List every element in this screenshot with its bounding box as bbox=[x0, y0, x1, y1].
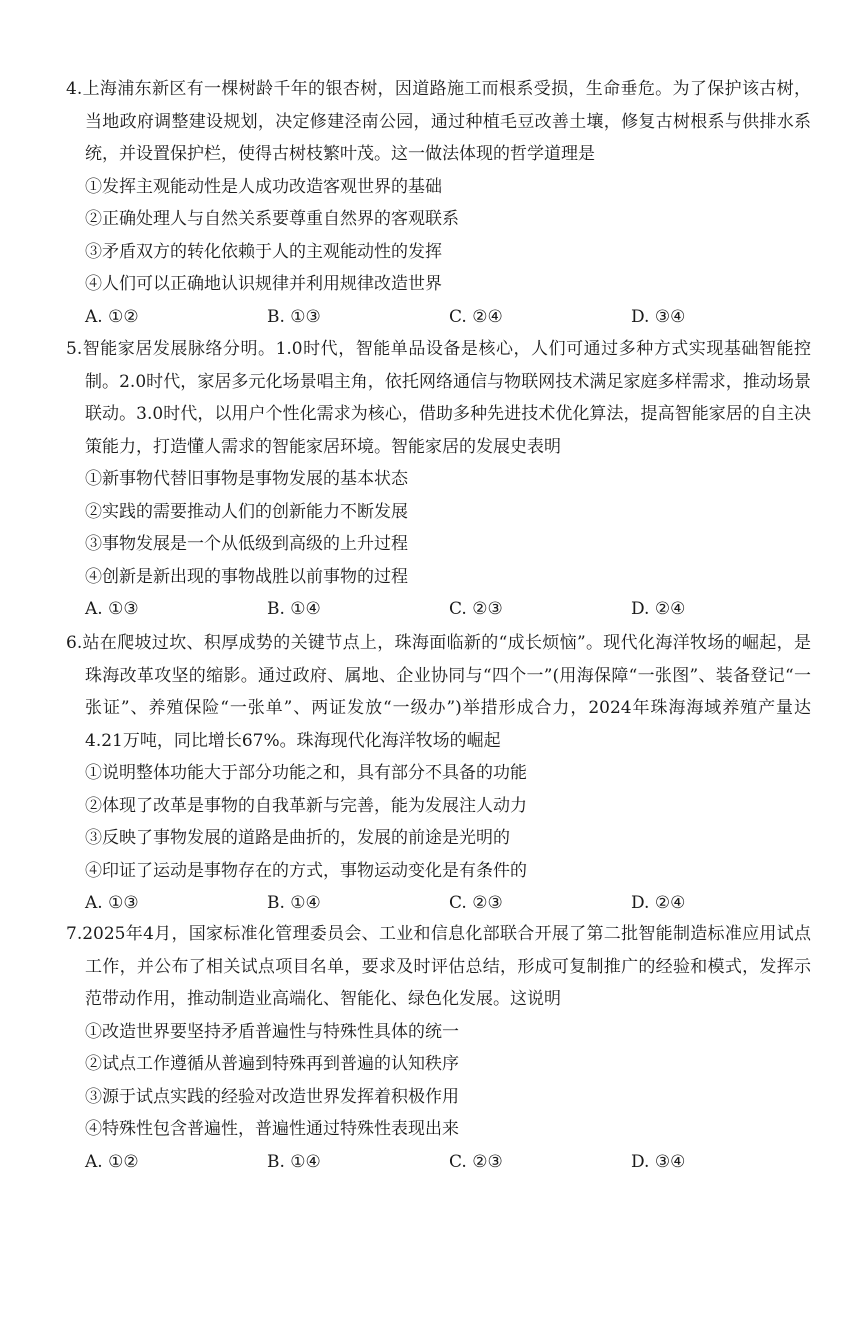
statement-item: ①新事物代替旧事物是事物发展的基本状态 bbox=[85, 469, 408, 489]
question-5 bbox=[66, 333, 811, 626]
question-stem: 6.站在爬坡过坎、积厚成势的关键节点上，珠海面临新的“成长烦恼”。现代化海洋牧场的崛起，是珠海改革攻坚的缩影。通过政府、属地、企业协同与“四个一”(用海保障“一张图”、装备登记“一张证”、养殖保险“一张单”、两证发放“一级办”)举措形成合力，2024年珠海海域养殖产量达4.21万吨，同比增长67%。珠海现代化海洋牧场的崛起 bbox=[66, 633, 811, 751]
question-6 bbox=[66, 627, 811, 920]
answer-choices bbox=[66, 1146, 811, 1179]
choice-b: B. ①③ bbox=[267, 306, 321, 327]
choice-d: D. ②④ bbox=[631, 893, 686, 913]
choice-b: B. ①④ bbox=[267, 599, 321, 619]
choice-c: C. ②③ bbox=[449, 599, 503, 619]
statement-item: ④人们可以正确地认识规律并利用规律改造世界 bbox=[85, 274, 442, 294]
choice-d: D. ③④ bbox=[631, 1151, 686, 1172]
choice-d: D. ③④ bbox=[631, 306, 686, 327]
statement-item: ④印证了运动是事物存在的方式，事物运动变化是有条件的 bbox=[85, 860, 527, 881]
choice-d: D. ②④ bbox=[631, 599, 686, 619]
statement-item: ①改造世界要坚持矛盾普遍性与特殊性具体的统一 bbox=[85, 1021, 459, 1042]
answer-choices bbox=[66, 593, 811, 626]
statement-item: ④创新是新出现的事物战胜以前事物的过程 bbox=[85, 566, 408, 587]
choice-b: B. ①④ bbox=[267, 893, 321, 913]
statement-list bbox=[66, 463, 811, 593]
statement-list bbox=[66, 171, 811, 301]
answer-choices bbox=[66, 887, 811, 920]
statement-item: ②体现了改革是事物的自我革新与完善，能为发展注人动力 bbox=[85, 795, 527, 816]
statement-item: ③源于试点实践的经验对改造世界发挥着积极作用 bbox=[85, 1086, 459, 1107]
statement-item: ③反映了事物发展的道路是曲折的，发展的前途是光明的 bbox=[85, 828, 510, 848]
statement-item: ④特殊性包含普遍性，普遍性通过特殊性表现出来 bbox=[85, 1119, 459, 1139]
statement-item: ②正确处理人与自然关系要尊重自然界的客观联系 bbox=[85, 209, 459, 229]
choice-c: C. ②④ bbox=[449, 306, 503, 327]
choice-a: A. ①② bbox=[85, 1151, 139, 1172]
statement-list bbox=[66, 757, 811, 887]
statement-list bbox=[66, 1016, 811, 1146]
question-4 bbox=[66, 73, 811, 333]
question-7 bbox=[66, 918, 811, 1178]
statement-item: ②试点工作遵循从普遍到特殊再到普遍的认知秩序 bbox=[85, 1054, 459, 1074]
choice-a: A. ①③ bbox=[85, 599, 139, 619]
choice-a: A. ①② bbox=[85, 306, 139, 327]
choice-c: C. ②③ bbox=[449, 1151, 503, 1172]
statement-item: ①说明整体功能大于部分功能之和，具有部分不具备的功能 bbox=[85, 763, 527, 783]
choice-b: B. ①④ bbox=[267, 1151, 321, 1172]
question-stem: 4.上海浦东新区有一棵树龄千年的银杏树，因道路施工而根系受损，生命垂危。为了保护该古树，当地政府调整建设规划，决定修建泾南公园，通过种植毛豆改善土壤，修复古树根系与供排水系统，并设置保护栏，使得古树枝繁叶茂。这一做法体现的哲学道理是 bbox=[66, 79, 811, 164]
statement-item: ②实践的需要推动人们的创新能力不断发展 bbox=[85, 501, 408, 522]
answer-choices bbox=[66, 301, 811, 334]
statement-item: ①发挥主观能动性是人成功改造客观世界的基础 bbox=[85, 176, 442, 197]
statement-item: ③矛盾双方的转化依赖于人的主观能动性的发挥 bbox=[85, 241, 442, 262]
statement-item: ③事物发展是一个从低级到高级的上升过程 bbox=[85, 534, 408, 554]
choice-a: A. ①③ bbox=[85, 893, 139, 913]
choice-c: C. ②③ bbox=[449, 893, 503, 913]
question-stem: 7.2025年4月，国家标准化管理委员会、工业和信息化部联合开展了第二批智能制造标准应用试点工作，并公布了相关试点项目名单，要求及时评估总结，形成可复制推广的经验和模式，发挥示范带动作用，推动制造业高端化、智能化、绿色化发展。这说明 bbox=[66, 924, 811, 1009]
question-stem: 5.智能家居发展脉络分明。1.0时代，智能单品设备是核心，人们可通过多种方式实现基础智能控制。2.0时代，家居多元化场景唱主角，依托网络通信与物联网技术满足家庭多样需求，推动场景联动。3.0时代，以用户个性化需求为核心，借助多种先进技术优化算法，提高智能家居的自主决策能力，打造懂人需求的智能家居环境。智能家居的发展史表明 bbox=[66, 339, 811, 457]
